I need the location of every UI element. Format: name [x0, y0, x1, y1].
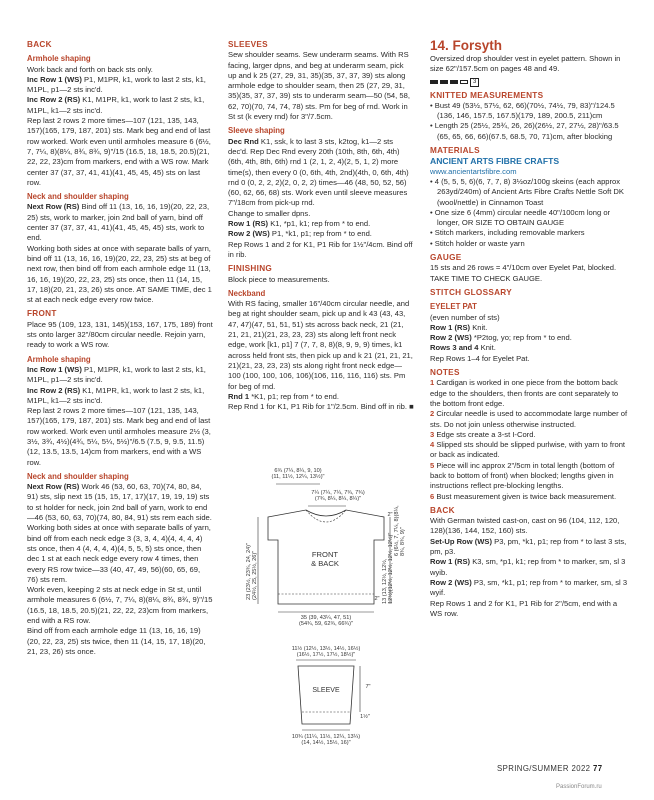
section-heading: Armhole shaping	[27, 354, 91, 364]
section-heading: NOTES	[430, 368, 460, 378]
row-label: Inc Row 1 (WS)	[27, 364, 82, 374]
paragraph-text: *K1, p1; rep from * to end.	[249, 391, 340, 401]
section-heading: STITCH GLOSSARY	[430, 287, 512, 297]
paragraph	[430, 516, 630, 537]
sleeve-label: SLEEVE	[312, 687, 340, 694]
row-label: Row 1 (RS)	[430, 322, 471, 332]
paragraph-text: With German twisted cast-on, cast on 96 (104, 112, 120, 128)(136, 144, 152, 160) sts.	[430, 516, 620, 536]
paragraph	[228, 240, 414, 261]
paragraph-text: Cardigan is worked in one piece from the bottom back edge to the shoulders, then fronts are cont separately to the bottom front edge.	[430, 378, 619, 408]
row-label: Rnd 1	[228, 391, 250, 401]
paragraph	[430, 492, 630, 502]
paragraph-text: Work 46 (53, 60, 63, 70)(74, 80, 84, 91) sts, slip next 15 (15, 15, 17, 17)(17, 19, 19, 19) sts to st holder for neck, join 2nd ball of yarn, work to end—46 (53, 60, 63, 70)(74, 80, 84, 91) sts rem each side.	[27, 482, 212, 523]
note-number: 4	[430, 440, 435, 450]
column-right	[430, 36, 630, 619]
paragraph-text: Knit.	[478, 343, 496, 353]
section-heading: Neckband	[228, 288, 266, 298]
paragraph	[430, 599, 630, 620]
paragraph	[430, 343, 630, 353]
paragraph	[430, 333, 630, 343]
paragraph	[430, 274, 630, 284]
row-label: Dec Rnd	[228, 136, 259, 146]
paragraph	[228, 299, 414, 392]
paragraph-text: K3, sm, *p1, k1; rep from * to marker, sm, sl 3 wyib.	[430, 557, 626, 577]
paragraph	[430, 378, 630, 409]
page-number: 77	[593, 764, 603, 773]
note-number: 5	[430, 460, 435, 470]
page-footer	[497, 764, 603, 773]
row-label: Row 1 (RS)	[228, 219, 269, 229]
paragraph	[228, 275, 414, 285]
section-heading: Sleeve shaping	[228, 126, 285, 136]
row-label: Inc Row 1 (WS)	[27, 74, 82, 84]
paragraph-text: P1, M1PR, k1, work to last 2 sts, k1, M1PL, p1—2 sts inc'd.	[27, 364, 206, 385]
note-number: 3	[430, 429, 435, 439]
section-heading: GAUGE	[430, 253, 462, 263]
paragraph	[27, 386, 213, 407]
paragraph-text: TAKE TIME TO CHECK GAUGE.	[430, 273, 543, 283]
paragraph	[228, 219, 414, 229]
paragraph	[27, 65, 213, 75]
column-left	[27, 36, 213, 657]
paragraph-text: Work back and forth on back sts only.	[27, 64, 153, 74]
paragraph	[27, 95, 213, 116]
paragraph-text: P3, sm, *k1, p1; rep from * to marker, sm, sl 3 wyif.	[430, 577, 628, 598]
section-heading: FINISHING	[228, 264, 273, 274]
paragraph-text: K1, M1PR, k1, work to last 2 sts, k1, M1PL, k1—2 sts inc'd.	[27, 385, 205, 405]
paragraph	[27, 482, 213, 523]
row-label: Inc Row 2 (RS)	[27, 385, 81, 395]
paragraph	[27, 406, 213, 468]
paragraph	[430, 354, 630, 364]
paragraph	[430, 578, 630, 599]
row-label: Next Row (RS)	[27, 482, 80, 492]
paragraph-text: 15 sts and 26 rows = 4"/10cm over Eyelet Pat, blocked.	[430, 263, 617, 273]
left-height-label: 23 (23½, 23¾, 24, 24)" (24½, 25, 25½, 26)"	[246, 542, 259, 600]
paragraph-text: K1, M1PR, k1, work to last 2 sts, k1, M1PL, k1—2 sts inc'd.	[27, 95, 205, 115]
paragraph	[27, 585, 213, 626]
footer-season: SPRING/SUMMER 2022	[497, 764, 591, 773]
paragraph-text: Edge sts create a 3-st I-Cord.	[434, 429, 536, 439]
paragraph-text: Work even, keeping 2 sts at neck edge in St st, until armhole measures 6 (6½, 7, 7¼, 8)(8¼, 8¾, 8¾, 9)"/15 (16.5, 18, 18.5, 20.5)(21, 22, 22, 23)cm from markers, end with a RS row.	[27, 585, 213, 626]
note-number: 6	[430, 491, 435, 501]
paragraph	[27, 365, 213, 386]
paragraph	[430, 461, 630, 492]
paragraph-text: Rep last 2 rows 2 more times—107 (121, 135, 143, 157)(165, 179, 187, 201) sts. Mark beg and end of last row worked. Work even until armholes measure 6 (6½, 7, 7¼, 8)(8¼, 8¾, 8¾, 9)"/15 (16.5, 18, 18.5, 20.5)(21, 22, 22, 23)cm from markers, end with a WS row. Mark center 37 (37, 37, 41, 41)(41, 45, 45, 45) sts on last row.	[27, 116, 211, 187]
section-heading: MATERIALS	[430, 146, 480, 156]
paragraph	[430, 263, 630, 273]
paragraph	[430, 323, 630, 333]
section-heading: Neck and shoulder shaping	[27, 192, 129, 202]
paragraph-text: Working both sides at once with separate balls of yarn, bind off 11 (13, 16, 16, 19)(20, 22, 23, 25) sts at beg of next row, then bind off from each armhole edge 11 (13, 16, 16, 19)(20, 22, 23, 25) sts once, then 11 (14, 15, 17, 18)(20, 21, 23, 26) sts once. AT SAME TIME, dec 1 st at each neck edge every row twice.	[27, 243, 212, 305]
paragraph-text: (even number of sts)	[430, 312, 500, 322]
paragraph-text: Rep last 2 rows 2 more times—107 (121, 135, 143, 157)(165, 179, 187, 201) sts. Mark beg and end of last row worked. Work even until armholes measure 2½ (3, 3½, 3¾, 4½)(4¾, 5¼, 5¼, 5½)"/6.5 (7.5, 9, 9.5, 11.5)(12, 13.5, 13.5, 14)cm from markers, end with a WS row.	[27, 406, 211, 467]
paragraph	[27, 320, 213, 351]
bullet-item: • One size 6 (4mm) circular needle 40"/100cm long or longer, OR SIZE TO OBTAIN GAUGE	[430, 207, 611, 228]
paragraph-text: Place 95 (109, 123, 131, 145)(153, 167, 175, 189) front sts onto larger 32"/80cm circular needle. Rejoin yarn, ready to work a WS row.	[27, 319, 213, 350]
section-heading: EYELET PAT	[430, 302, 477, 312]
bullet-item: • Stitch markers, including removable markers	[430, 228, 585, 238]
paragraph	[228, 50, 414, 122]
brand-website: www.ancientartsfibre.com	[430, 166, 517, 176]
paragraph-text: Rep Rows 1 and 2 for K1, P1 Rib for 1½"/4cm. Bind off in rib.	[228, 239, 413, 259]
paragraph-text: Oversized drop shoulder vest in eyelet pattern. Shown in size 62"/157.5cm on pages 48 and 49.	[430, 54, 621, 74]
paragraph-text: Knit.	[470, 322, 488, 332]
row-label: Row 2 (WS)	[430, 333, 472, 343]
sleeve-length-label: 7"	[365, 684, 371, 690]
paragraph-text: K1, *p1, k1; rep from * to end.	[268, 219, 371, 229]
hem-depth-label: 2"	[374, 596, 380, 602]
paragraph	[228, 137, 414, 209]
neck-width-label: 7¼ (7¼, 7¼, 7¾, 7¾) (7¾, 8¼, 8¼, 8¼)"	[311, 490, 365, 503]
skill-bar	[430, 80, 438, 84]
paragraph-text: Circular needle is used to accommodate large number of sts. Do not join unless otherwise instructed.	[430, 409, 628, 429]
brand-name: ANCIENT ARTS FIBRE CRAFTS	[430, 156, 560, 167]
bullet-item: • Length 25 (25½, 25¾, 26, 26)(26½, 27, 27½, 28)"/63.5 (65, 65, 66, 66)(67.5, 68.5, 70, 71)cm, after blocking	[430, 121, 619, 141]
paragraph-text: Working both sides at once with separate balls of yarn, bind off from each neck edge 3 (3, 3, 4, 4)(4, 4, 4, 4) sts once, then 4 (4, 4, 4, 4)(4, 5, 5, 5) sts once, then dec 1 st at each neck edge every row 4 times, then every RS row twice—33 (40, 47, 49, 56)(60, 65, 69, 76) sts rem.	[27, 523, 211, 584]
pattern-title: 14. Forsyth	[430, 38, 503, 53]
front-back-label: FRONT & BACK	[311, 550, 339, 568]
schematic-diagram	[228, 462, 424, 762]
paragraph-text: Bust measurement given is twice back measurement.	[434, 491, 617, 501]
row-label: Row 2 (WS)	[228, 229, 270, 239]
skill-bar	[440, 80, 448, 84]
paragraph-text: Block piece to measurements.	[228, 274, 330, 284]
row-label: Set-Up Row (WS)	[430, 536, 493, 546]
paragraph-text: Piece will inc approx 2"/5cm in total length (bottom of back to bottom of front) when blocked; lengths given in instructions reflect pre-blocking lengths.	[430, 460, 615, 491]
paragraph	[228, 402, 414, 412]
skill-bar	[460, 80, 468, 84]
cuff-length-label: 1½"	[360, 714, 370, 720]
paragraph-text: Rep Rnd 1 for K1, P1 Rib for 1"/2.5cm. Bind off in rib. ■	[228, 402, 414, 412]
paragraph-text: Rep Rows 1–4 for Eyelet Pat.	[430, 353, 530, 363]
section-heading: KNITTED MEASUREMENTS	[430, 90, 544, 100]
paragraph	[430, 54, 630, 75]
sleeve-top-label: 11½ (12½, 13½, 14½, 16½) (16½, 17½, 17½, 18½)"	[291, 646, 361, 659]
paragraph-text: Sew shoulder seams. Sew underarm seams. With RS facing, larger dpns, and beg at underarm seam, pick up and k 25 (27, 29, 31, 35)(35, 37, 37, 39) sts along armhole edge to shoulder seam, then 25 (27, 29, 31, 35)(35, 37, 37, 39) sts to underarm seam—50 (54, 58, 62, 70)(70, 74, 74, 78) sts. Pm for beg of rnd. Work in St st (k every rnd) for 3"/7.5cm.	[228, 50, 410, 122]
paragraph-text: Slipped sts should be slipped purlwise, with yarn to front or back as indicated.	[430, 440, 626, 460]
paragraph	[27, 116, 213, 188]
row-label: Row 1 (RS)	[430, 557, 471, 567]
armhole-depth-label: 6 (6½, 7, 7¼, 8)(8¼, 8¾, 8¾, 9)"	[394, 505, 407, 556]
paragraph-text: With RS facing, smaller 16"/40cm circular needle, and beg at right shoulder seam, pick up and k 43 (43, 43, 47, 47)(47, 51, 51, 51) sts across back neck, 21 (21, 21, 21, 21)(21, 23, 23, 23) sts along left front neck edge, work [k1, p1] 7 (7, 7, 8, 8)(8, 9, 9, 9) times, k1 across held front sts, then pick up and k 21 (21, 21, 21, 21)(21, 23, 23, 23) sts along right front neck edge—100 (100, 100, 106, 106)(106, 116, 116, 116) sts. Pm for beg of rnd.	[228, 299, 413, 391]
top-width-label: 6¾ (7¼, 8¼, 9, 10) (11, 11½, 12¼, 13½)"	[271, 468, 325, 481]
bottom-width-label: 35 (39, 43¼, 47, 51) (54¾, 59, 62¾, 66¾)"	[299, 615, 353, 628]
skill-bar	[450, 80, 458, 84]
paragraph-text: *P2tog, yo; rep from * to end.	[471, 333, 572, 343]
row-label: Row 2 (WS)	[430, 577, 472, 587]
paragraph-text: P3, pm, *k1, p1; rep from * to last 3 sts, pm, p3.	[430, 536, 627, 557]
sleeve-bottom-label: 10¾ (11¼, 11½, 12¼, 13¼) (14, 14½, 15½, 16)"	[291, 734, 361, 747]
row-label: Rows 3 and 4	[430, 343, 479, 353]
paragraph	[228, 229, 414, 239]
paragraph	[430, 440, 630, 461]
bullet-item: • 4 (5, 5, 5, 6)(6, 7, 7, 8) 3½oz/100g skeins (each approx 263yd/240m) of Ancient Arts Fibre Crafts Nettle Soft DK (wool/nettle) in Cinnamon Toast	[430, 176, 624, 207]
paragraph-text: P1, *k1, p1; rep from * to end.	[269, 229, 372, 239]
paragraph-text: K1, ssk, k to last 3 sts, k2tog, k1—2 sts dec'd. Rep Dec Rnd every 20th (10th, 8th, 6th, 4th)(6th, 4th, 8th, 6th) rnd 1 (2, 1, 2, 4)(2, 5, 1, 2) more time(s), then every 0 (0, 6th, 4th, 2nd)(4th, 0, 6th, 4th) rnd 0 (0, 2, 2, 2)(2, 0, 2, 2) times—46 (48, 50, 52, 56)(60, 62, 66, 68) sts. Work even until sleeve measures 7"/18cm from pick-up rnd.	[228, 136, 409, 208]
shoulder-drop-label: 2"	[387, 512, 393, 518]
paragraph	[228, 392, 414, 402]
paragraph-text: Bind off 11 (13, 16, 16, 19)(20, 22, 23, 25) sts, work to marker, join 2nd ball of yarn, bind off center 37 (37, 37, 41, 41)(41, 45, 45, 45) sts, work to end.	[27, 202, 210, 243]
bullet-item: • Bust 49 (53½, 57½, 62, 66)(70½, 74½, 79, 83)"/124.5 (136, 146, 157.5, 167.5)(179, 189, 200.5, 211)cm	[430, 100, 615, 121]
section-heading: FRONT	[27, 309, 57, 319]
section-heading: BACK	[27, 40, 52, 49]
paragraph	[430, 537, 630, 558]
paragraph-text: Bind off from each armhole edge 11 (13, 16, 16, 19)(20, 22, 23, 25) sts twice, then 11 (14, 15, 17, 18)(20, 21, 23, 26) sts once.	[27, 626, 206, 656]
paragraph	[27, 244, 213, 306]
section-heading: SLEEVES	[228, 40, 268, 49]
paragraph	[27, 75, 213, 96]
row-label: Next Row (RS)	[27, 202, 80, 212]
paragraph	[430, 430, 630, 440]
column-middle	[228, 36, 414, 412]
skill-level-indicator	[430, 78, 630, 87]
paragraph-text: Change to smaller dpns.	[228, 208, 311, 218]
paragraph	[430, 313, 630, 323]
row-label: Inc Row 2 (RS)	[27, 95, 81, 105]
paragraph	[27, 626, 213, 657]
section-heading: Armhole shaping	[27, 54, 91, 64]
side-height-label: 13 (13, 12½, 12½, 12½)(12½, 12½, 12½, 12½)"	[382, 532, 395, 604]
section-heading: Neck and shoulder shaping	[27, 471, 129, 481]
paragraph	[27, 202, 213, 243]
skill-level-number: 3	[470, 78, 479, 87]
note-number: 1	[430, 378, 435, 388]
watermark: PassionForum.ru	[556, 784, 602, 790]
paragraph	[430, 409, 630, 430]
paragraph	[228, 209, 414, 219]
section-heading: BACK	[430, 505, 455, 515]
paragraph-text: Rep Rows 1 and 2 for K1, P1 Rib for 2"/5cm, end with a WS row.	[430, 598, 618, 618]
bullet-item: • Stitch holder or waste yarn	[430, 238, 525, 248]
paragraph-text: P1, M1PR, k1, work to last 2 sts, k1, M1PL, p1—2 sts inc'd.	[27, 74, 206, 95]
paragraph	[27, 523, 213, 585]
note-number: 2	[430, 409, 435, 419]
paragraph	[430, 557, 630, 578]
